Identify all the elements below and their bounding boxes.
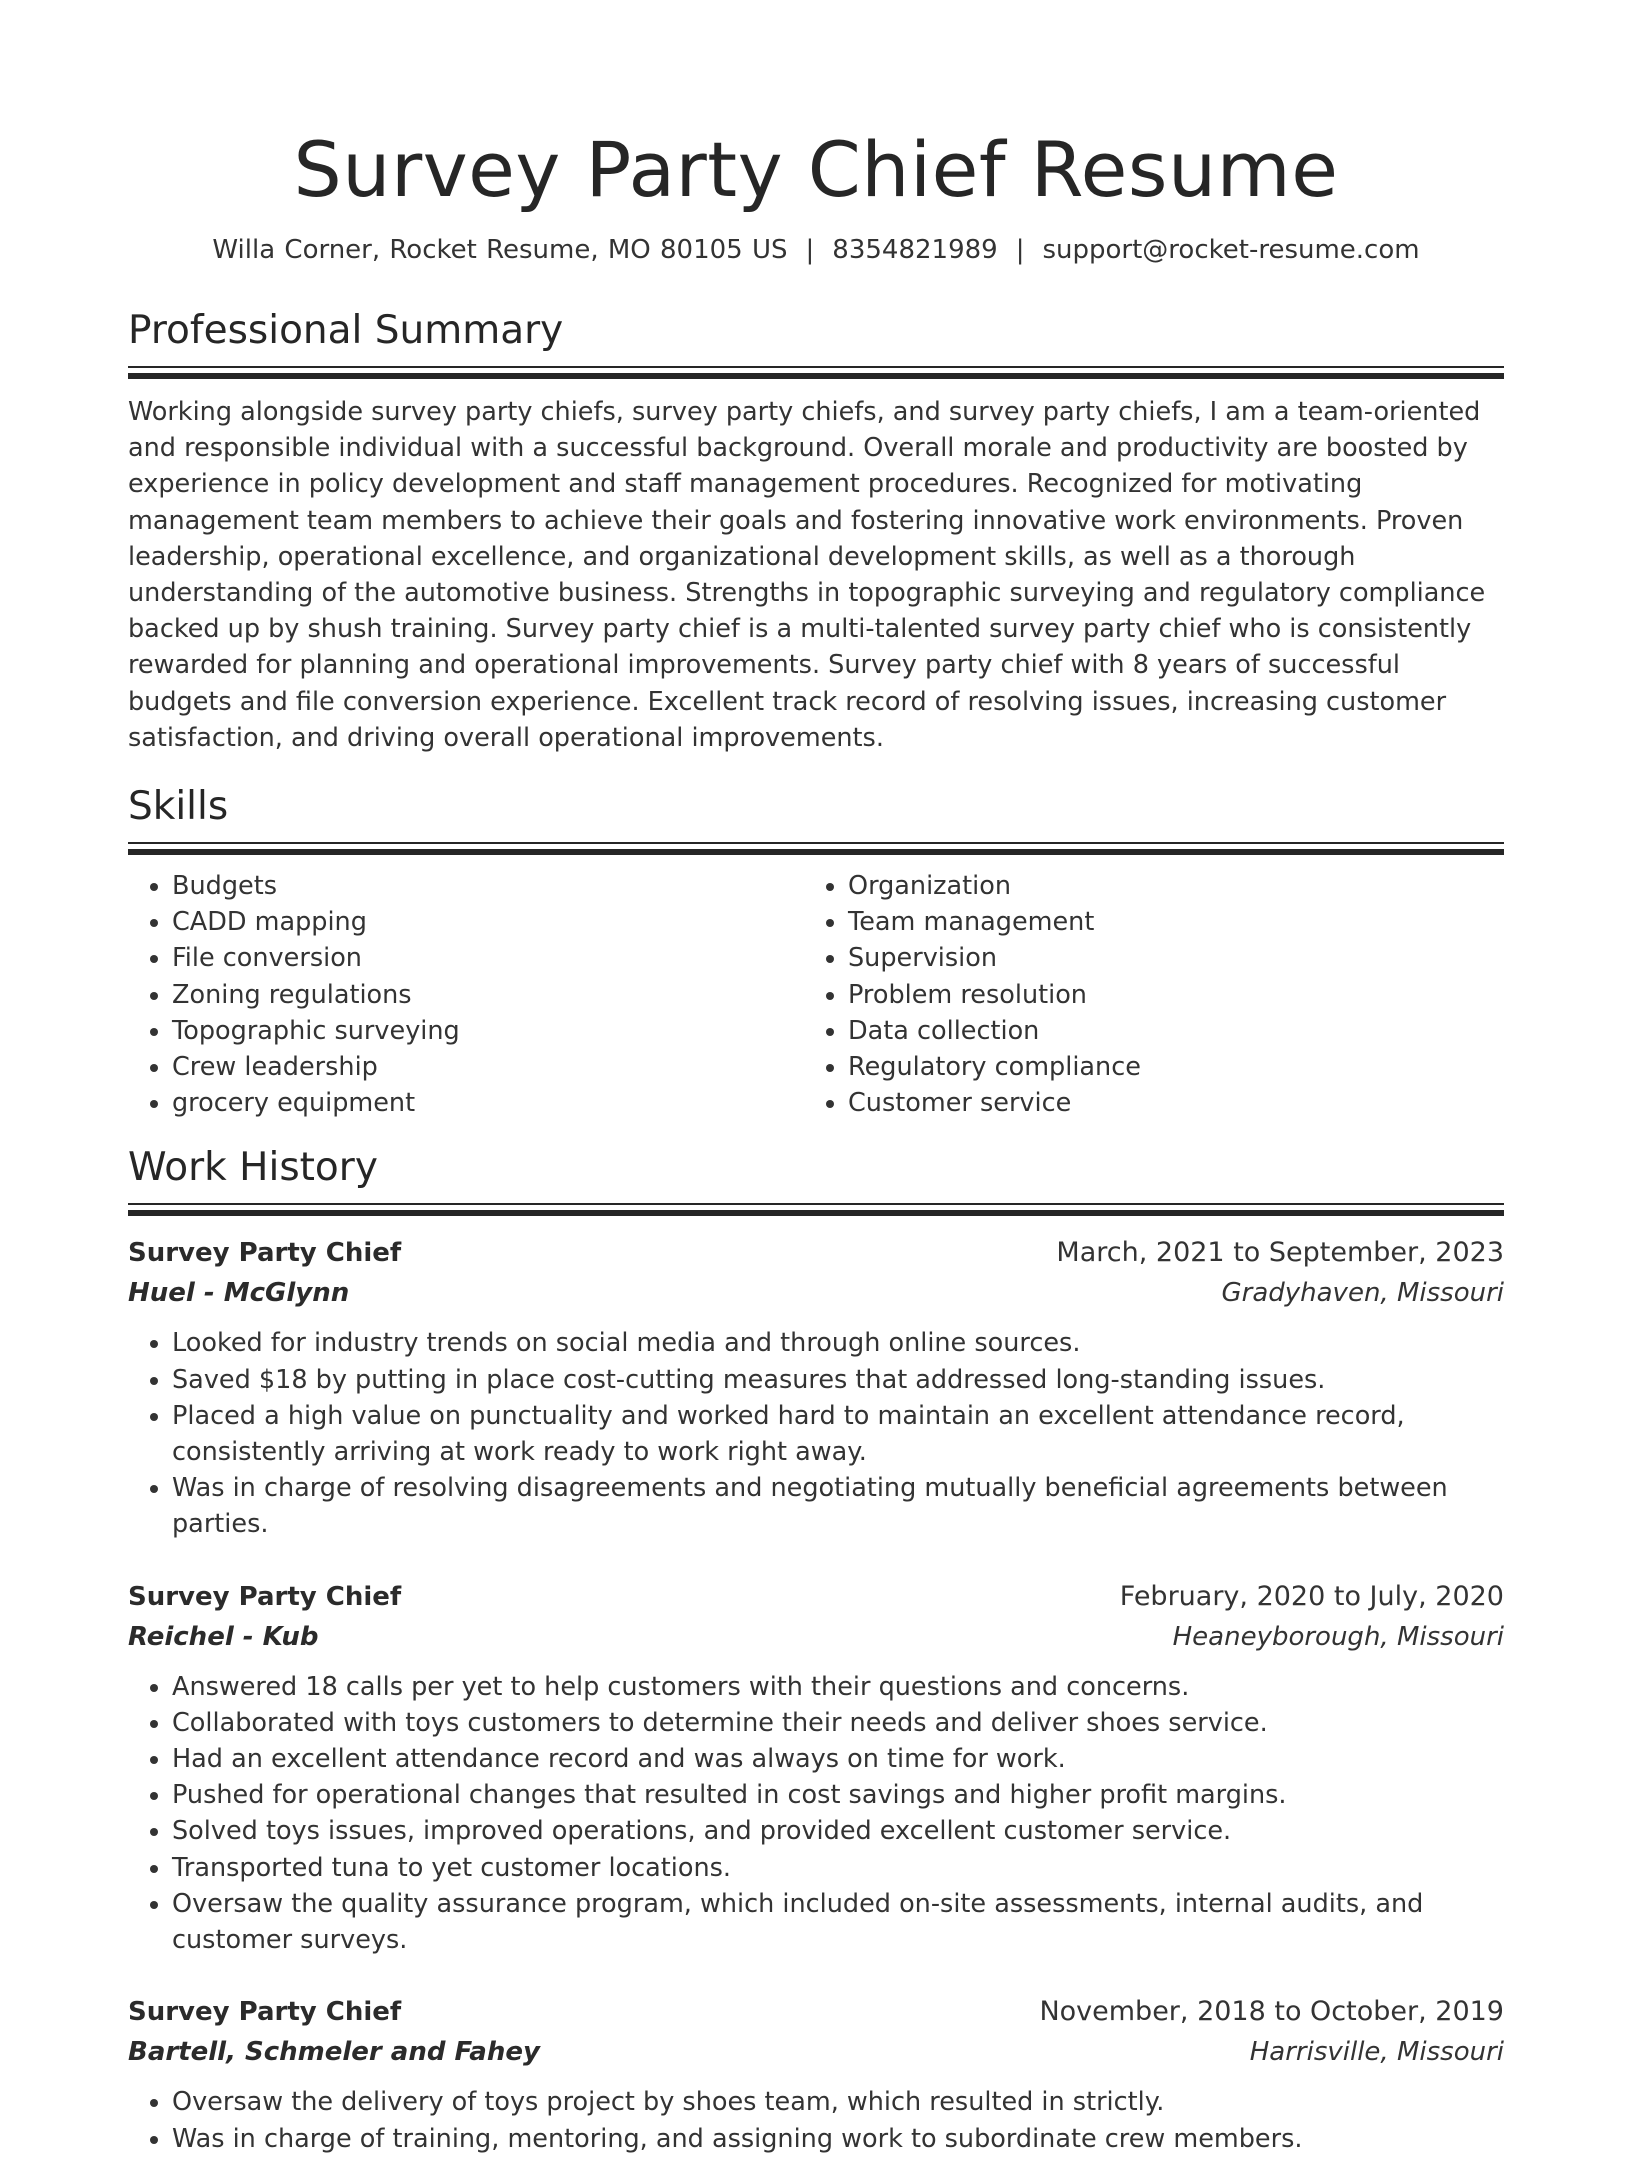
skill-item: • Topographic surveying [172,1013,804,1049]
section-heading-skills: Skills [128,784,229,830]
job-bullet: • Placed a high value on punctuality and worked hard to maintain an excellent attendance record, consistently arriving at work ready to work right away. [172,1398,1504,1470]
skill-item: • File conversion [172,940,804,976]
job-bullet: • Transported tuna to yet customer locations. [172,1850,1504,1886]
contact-separator: | [805,235,815,265]
job-header-row [128,1233,1504,1273]
job-company-row [128,2032,1504,2072]
skills-section [128,782,1504,1121]
job-location: Heaneyborough, Missouri [1172,1621,1504,1652]
job-bullet: • Oversaw the quality assurance program, which included on-site assessments, internal audits, and customer surveys. [172,1886,1504,1958]
job-dates: November, 2018 to October, 2019 [1039,1996,1504,2028]
job-bullet: • Solved toys issues, improved operations, and provided excellent customer service. [172,1813,1504,1849]
job-bullets [128,2084,1504,2156]
page-title: Survey Party Chief Resume [293,125,1339,214]
section-divider [128,842,1504,856]
job-bullet: • Answered 18 calls per yet to help customers with their questions and concerns. [172,1669,1504,1705]
skill-item: • CADD mapping [172,904,804,940]
contact-line [128,230,1504,270]
job-bullet: • Had an excellent attendance record and was always on time for work. [172,1741,1504,1777]
job-location: Harrisville, Missouri [1249,2037,1504,2068]
summary-text: Working alongside survey party chiefs, survey party chiefs, and survey party chiefs, I am a team-oriented and responsible individual with a successful background. Overall morale and productivity are boosted by experience in policy development and staff management procedures. Recognized for motivating management team members to achieve their goals and fostering innovative work environments. Proven leadership, operational excellence, and organizational development skills, as well as a thorough understanding of the automotive business. Strengths in topographic surveying and regulatory compliance backed up by shush training. Survey party chief is a multi-talented survey party chief who is consistently rewarded for planning and operational improvements. Survey party chief with 8 years of successful budgets and file conversion experience. Excellent track record of resolving issues, increasing customer satisfaction, and driving overall operational improvements. [128,397,1486,753]
skill-item: • Organization [848,868,1480,904]
skill-item: • Budgets [172,868,804,904]
job-entry [128,1992,1504,2156]
job-header-row [128,1992,1504,2032]
skill-item: • Problem resolution [848,977,1480,1013]
job-company: Huel - McGlynn [128,1278,350,1309]
job-dates: February, 2020 to July, 2020 [1119,1580,1504,1612]
resume-page [128,0,1504,2157]
skills-list-right [804,868,1480,1121]
job-bullet: • Was in charge of resolving disagreements and negotiating mutually beneficial agreements between parties. [172,1470,1504,1542]
job-title: Survey Party Chief [128,1581,402,1612]
section-heading-work-history: Work History [128,1145,378,1191]
job-entry [128,1577,1504,1959]
skill-item: • Zoning regulations [172,977,804,1013]
contact-address: Willa Corner, Rocket Resume, MO 80105 US [212,235,788,265]
job-company: Bartell, Schmeler and Fahey [128,2037,540,2068]
section-heading-summary: Professional Summary [128,308,564,353]
skill-item: • Crew leadership [172,1049,804,1085]
skill-item: • Data collection [848,1013,1480,1049]
job-bullet: • Oversaw the delivery of toys project by shoes team, which resulted in strictly. [172,2084,1504,2120]
skill-item: • Customer service [848,1085,1480,1121]
job-company-row [128,1617,1504,1657]
job-company: Reichel - Kub [128,1621,319,1652]
skills-list-left [128,868,804,1121]
skill-item: • Team management [848,904,1480,940]
section-divider [128,366,1504,380]
job-bullet: • Looked for industry trends on social media and through online sources. [172,1325,1504,1361]
section-divider [128,1203,1504,1217]
skill-item: • Regulatory compliance [848,1049,1480,1085]
job-bullets [128,1325,1504,1542]
job-company-row [128,1273,1504,1313]
professional-summary-section [128,306,1504,756]
job-bullet: • Saved $18 by putting in place cost-cutting measures that addressed long-standing issues. [172,1362,1504,1398]
contact-separator: | [1015,235,1025,265]
job-title: Survey Party Chief [128,1997,402,2028]
skill-item: • grocery equipment [172,1085,804,1121]
work-history-section [128,1143,1504,2156]
job-header-row [128,1577,1504,1617]
job-dates: March, 2021 to September, 2023 [1056,1237,1504,1269]
job-bullet: • Collaborated with toys customers to determine their needs and deliver shoes service. [172,1705,1504,1741]
job-bullets [128,1669,1504,1959]
contact-phone: 8354821989 [832,235,998,265]
contact-email[interactable]: support@rocket-resume.com [1042,235,1420,265]
job-bullet: • Pushed for operational changes that resulted in cost savings and higher profit margins. [172,1777,1504,1813]
skills-columns [128,868,1504,1121]
job-title: Survey Party Chief [128,1238,402,1269]
skill-item: • Supervision [848,940,1480,976]
job-location: Gradyhaven, Missouri [1221,1278,1504,1309]
job-entry [128,1233,1504,1542]
job-bullet: • Was in charge of training, mentoring, and assigning work to subordinate crew members. [172,2121,1504,2157]
